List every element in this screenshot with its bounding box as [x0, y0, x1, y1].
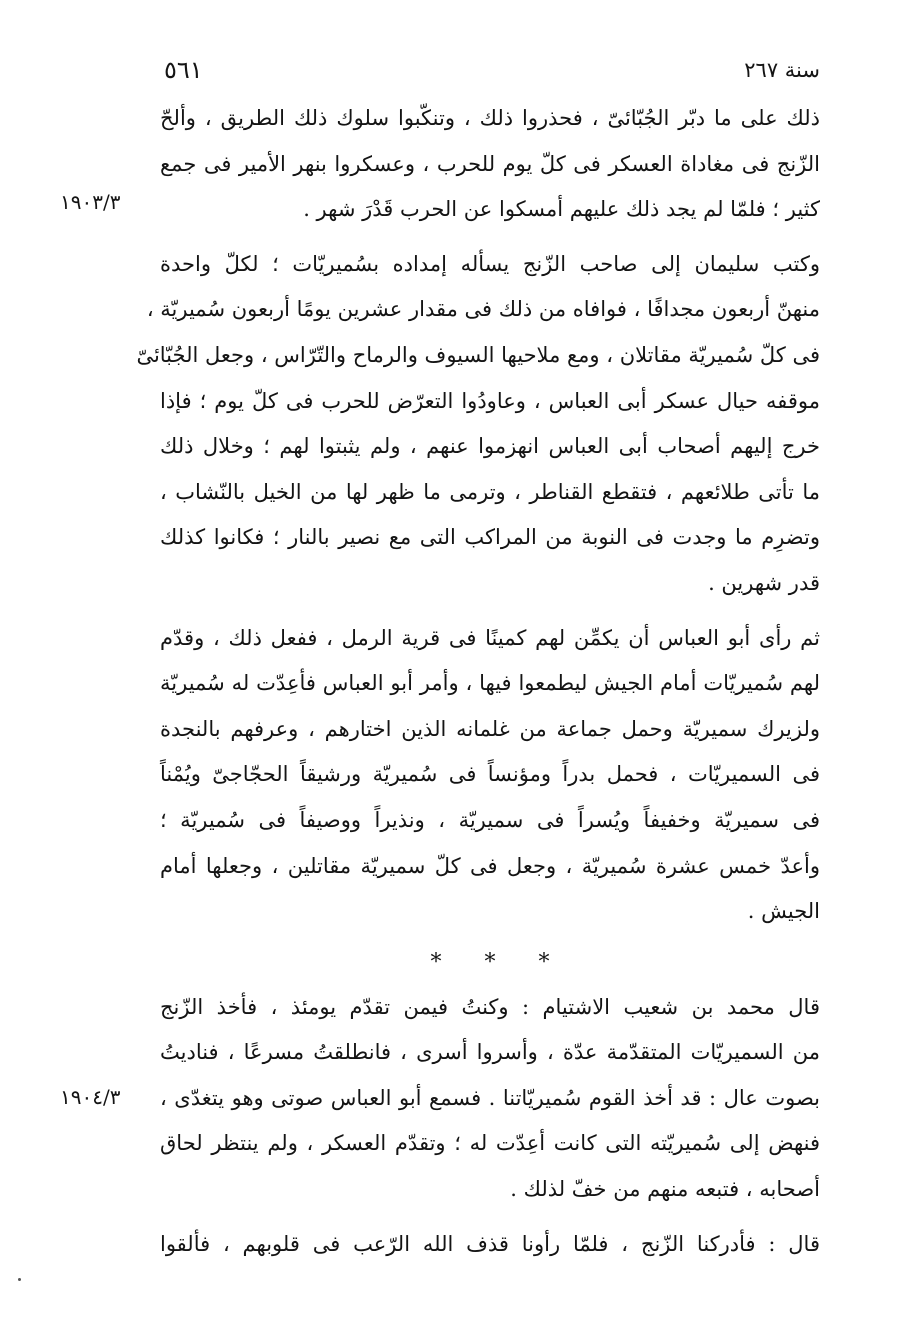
- text-line: وتضرِم ما وجدت فى النوبة من المراكب التى مع نصير بالنار ؛ فكانوا كذلك: [160, 525, 820, 550]
- margin-reference-2: ١٩٠٤/٣: [60, 1085, 121, 1109]
- paragraph-1: [160, 96, 820, 233]
- text-line: موقفه حيال عسكر أبى العباس ، وعاودُوا التعرّض للحرب فى كلّ يوم ؛ فإذا: [160, 388, 820, 413]
- text-line: ذلك على ما دبّر الجُبّائىّ ، فحذروا ذلك ، وتنكّبوا سلوك ذلك الطريق ، وألحّ: [160, 106, 820, 130]
- text-line: من السميريّات المتقدّمة عدّة ، وأسروا أسرى ، فانطلقتُ مسرعًا ، فناديتُ: [160, 1040, 820, 1065]
- text-line: منهنّ أربعون مجدافًا ، فوافاه من ذلك فى مقدار عشرين يومًا أربعون سُميريّة ،: [146, 297, 820, 322]
- text-line: فى سميريّة وخفيفاً ويُسراً فى سميريّة ، ونذيراً ووصيفاً فى سُميريّة ؛: [160, 807, 820, 832]
- text-line: أصحابه ، فتبعه منهم من خفّ لذلك .: [510, 1177, 820, 1202]
- text-line: ثم رأى أبو العباس أن يكمِّن لهم كمينًا فى قرية الرمل ، ففعل ذلك ، وقدّم: [160, 625, 820, 650]
- text-line: بصوت عال : قد أخذ القوم سُميريّاتنا . فسمع أبو العباس صوتى وهو يتغدّى ،: [160, 1085, 820, 1110]
- text-line: وأعدّ خمس عشرة سُميريّة ، وجعل فى كلّ سميريّة مقاتلين ، وجعلها أمام: [160, 853, 820, 878]
- text-line: فى السميريّات ، فحمل بدراً ومؤنساً فى سُميريّة ورشيقاً الحجّاجىّ ويُمْناً: [160, 762, 820, 787]
- text-line: وكتب سليمان إلى صاحب الزّنج يسأله إمداده بسُميريّات ؛ لكلّ واحدة: [160, 251, 820, 276]
- text-line: ولزيرك سميريّة وحمل جماعة من غلمانه الذين اختارهم ، وعرفهم بالنجدة: [160, 716, 820, 741]
- text-line: ما تأتى طلائعهم ، فتقطع القناطر ، وترمى ما ظهر لها من الخيل بالنّشاب ،: [160, 479, 820, 504]
- year-heading: سنة ٢٦٧: [744, 58, 820, 82]
- text-line: فنهض إلى سُميريّته التى كانت أعِدّت له ؛ وتقدّم العسكر ، ولم ينتظر لحاق: [160, 1131, 820, 1156]
- text-line: الزّنج فى مغاداة العسكر فى كلّ يوم للحرب ، وعسكروا بنهر الأمير فى جمع: [160, 151, 820, 176]
- page-number: ٥٦١: [164, 56, 203, 84]
- text-line: قال : فأدركنا الزّنج ، فلمّا رأونا قذف الله الرّعب فى قلوبهم ، فألقوا: [160, 1231, 820, 1256]
- scan-speck: [18, 1278, 21, 1281]
- text-line: الجيش .: [747, 899, 820, 924]
- paragraph-3: [160, 616, 820, 935]
- paragraph-5: [160, 1222, 820, 1268]
- text-line: فى كلّ سُميريّة مقاتلان ، ومع ملاحيها السيوف والرماح والتّرّاس ، وجعل الجُبّائىّ: [136, 342, 820, 367]
- paragraph-4: [160, 985, 820, 1213]
- paragraph-2: [136, 242, 820, 607]
- text-line: لهم سُميريّات أمام الجيش ليطمعوا فيها ، وأمر أبو العباس فأعِدّت له سُميريّة: [160, 671, 820, 696]
- text-line: كثير ؛ فلمّا لم يجد ذلك عليهم أمسكوا عن الحرب قَدْرَ شهر .: [303, 197, 820, 222]
- text-line: قدر شهرين .: [708, 570, 820, 595]
- running-header: [160, 56, 820, 90]
- text-line: خرج إليهم أصحاب أبى العباس انهزموا عنهم ، ولم يثبتوا لهم ؛ وخلال ذلك: [160, 434, 820, 459]
- section-separator: * * *: [430, 949, 568, 975]
- text-line: قال محمد بن شعيب الاشتيام : وكنتُ فيمن تقدّم يومئذ ، فأخذ الزّنج: [160, 994, 820, 1019]
- main-text: [136, 96, 820, 1267]
- margin-reference-1: ١٩٠٣/٣: [60, 190, 121, 214]
